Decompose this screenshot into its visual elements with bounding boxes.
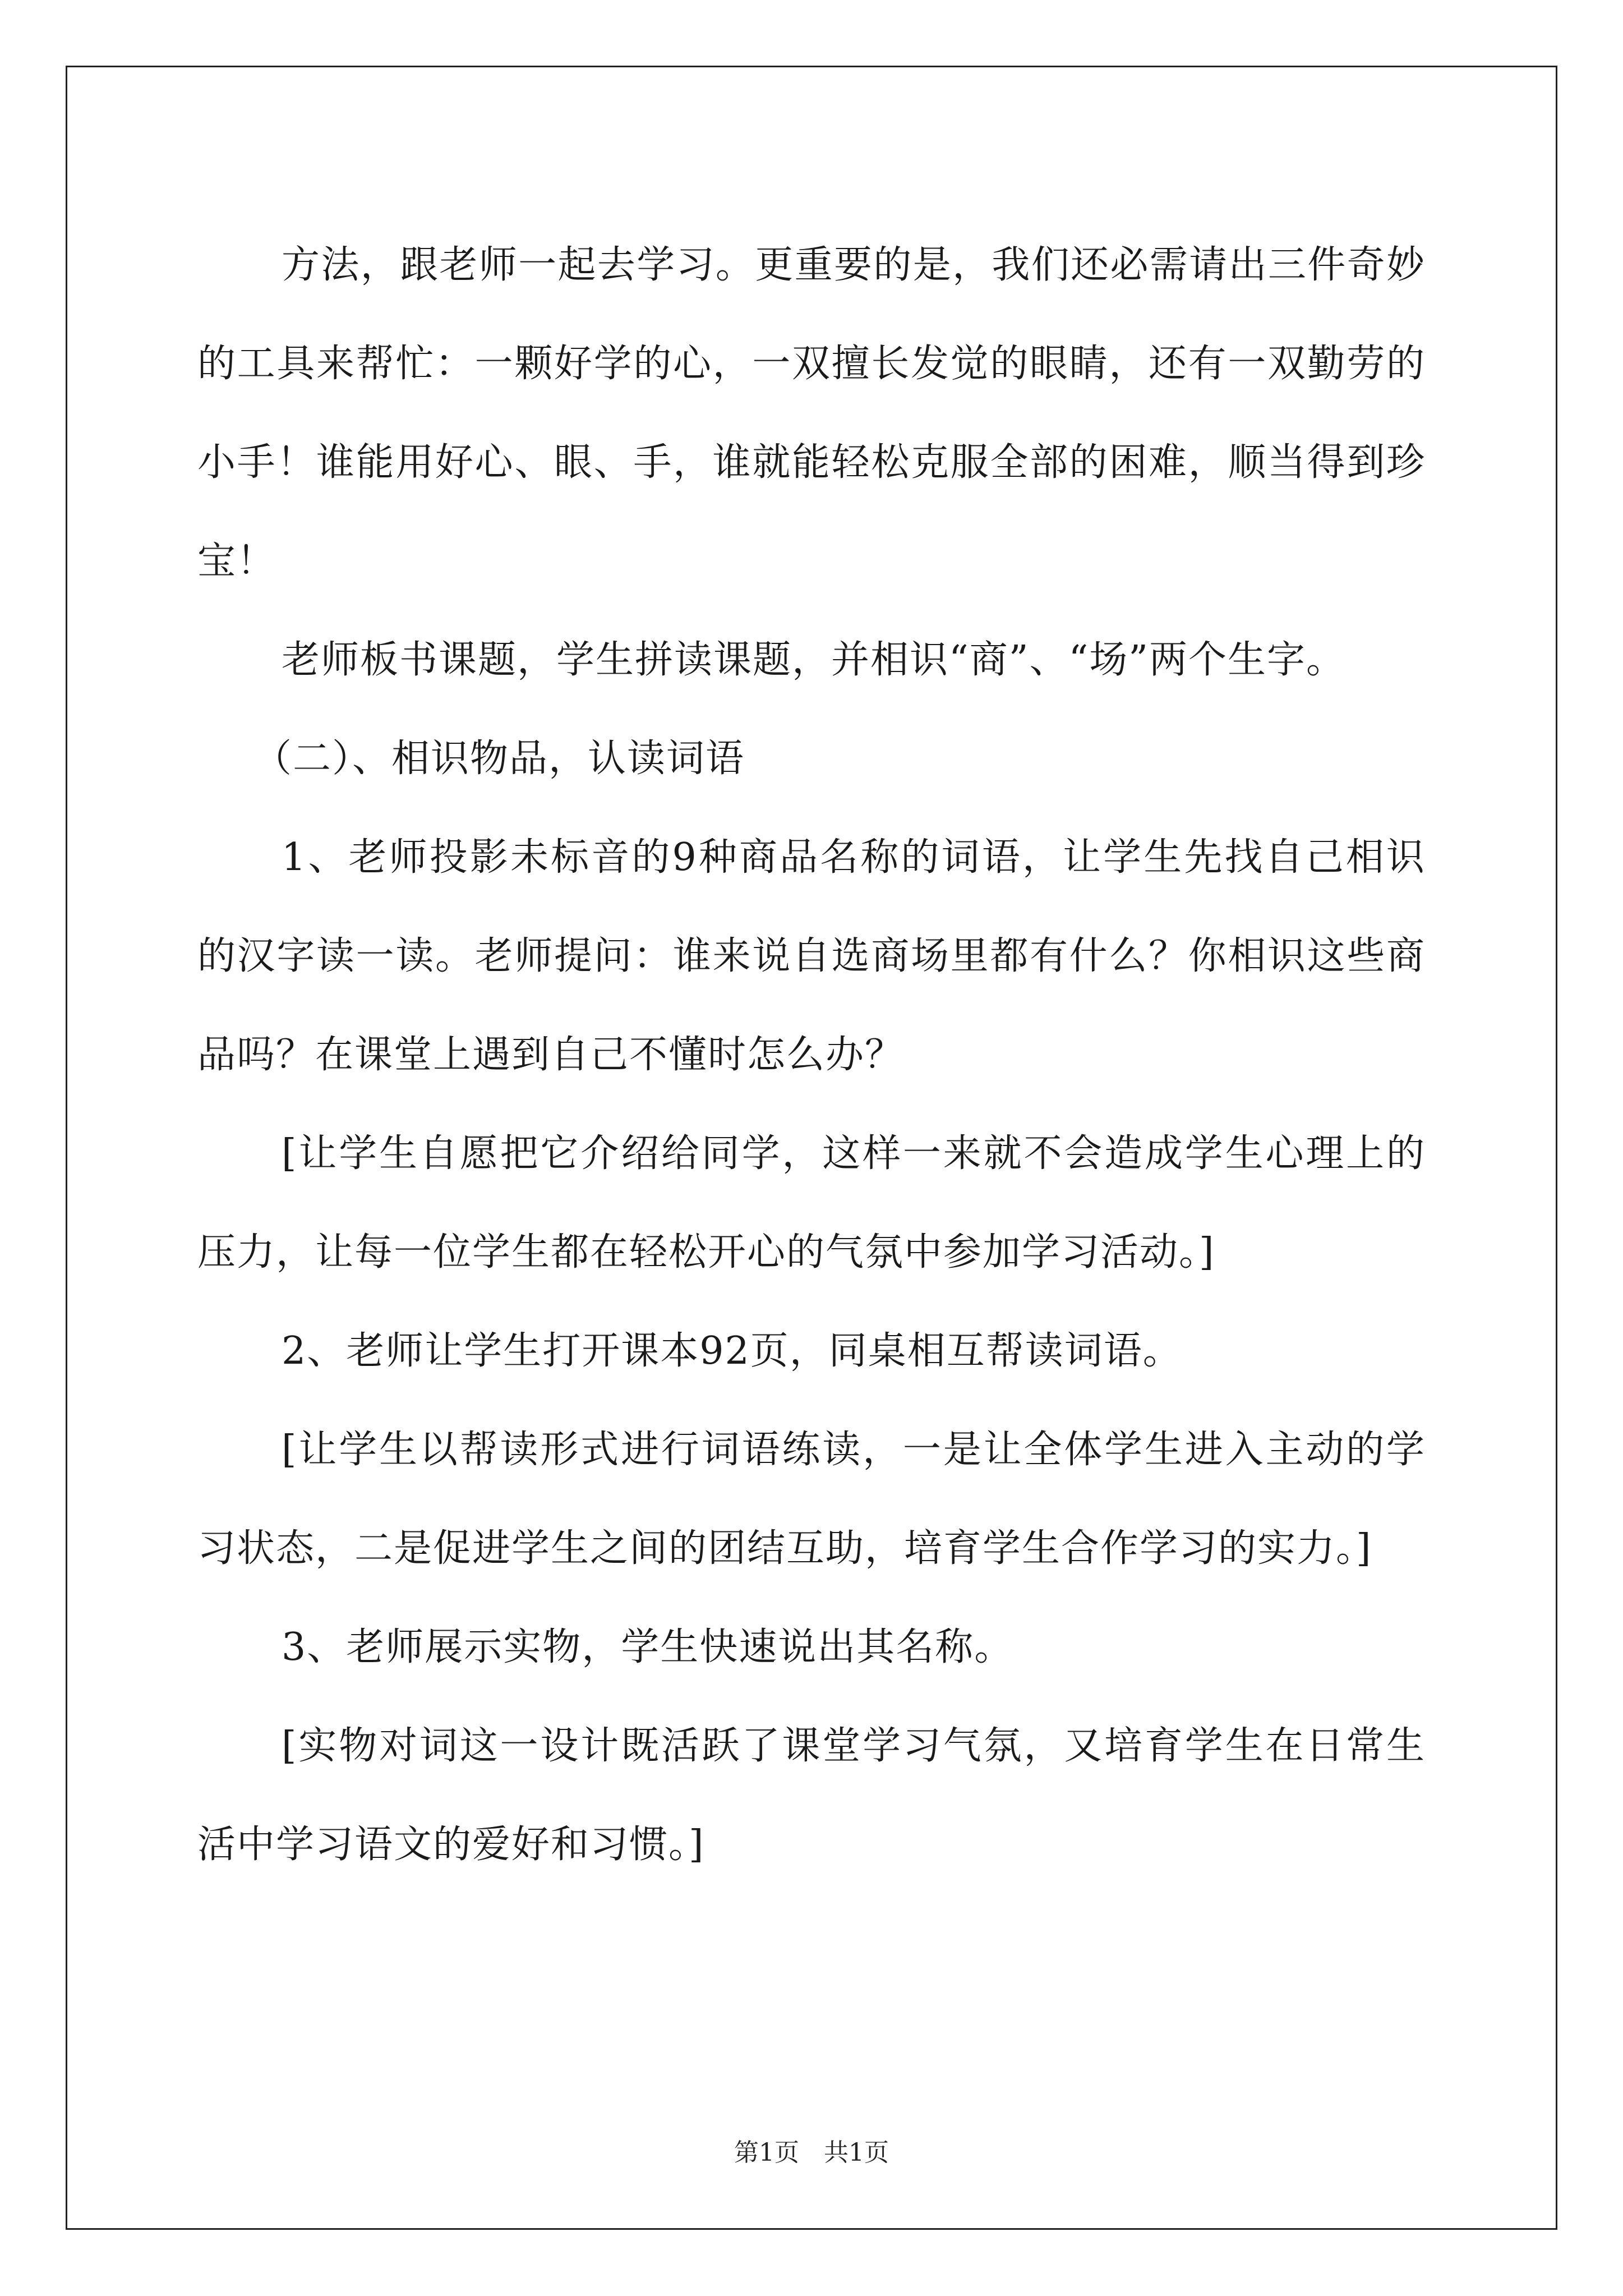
paragraph-intro: 方法，跟老师一起去学习。更重要的是，我们还必需请出三件奇妙的工具来帮忙：一颗好学的心，一双擅长发觉的眼睛，还有一双勤劳的小手！谁能用好心、眼、手，谁就能轻松克服全部的困难，顺当得到珍宝！: [197, 243, 1426, 583]
page-footer: 第1页 共1页: [734, 2138, 889, 2167]
paragraph-note-3: [实物对词这一设计既活跃了课堂学习气氛，又培育学生在日常生活中学习语文的爱好和习惯。]: [197, 1724, 1426, 1867]
document-body: [197, 216, 1426, 1894]
section-heading: （二）、相识物品，认读词语: [253, 737, 745, 781]
paragraph-note-2: [让学生以帮读形式进行词语练读，一是让全体学生进入主动的学习状态，二是促进学生之间的团结互助，培育学生合作学习的实力。]: [197, 1428, 1426, 1571]
paragraph-step-3: 3、老师展示实物，学生快速说出其名称。: [282, 1625, 1014, 1669]
paragraph-step-2: 2、老师让学生打开课本92页，同桌相互帮读词语。: [282, 1329, 1182, 1373]
paragraph-step-1: 1、老师投影未标音的9种商品名称的词语，让学生先找自己相识的汉字读一读。老师提问：谁来说自选商场里都有什么？你相识这些商品吗？在课堂上遇到自己不懂时怎么办？: [197, 835, 1426, 1077]
paragraph-title-writing: 老师板书课题，学生拼读课题，并相识“商”、“场”两个生字。: [282, 638, 1346, 682]
paragraph-note-1: [让学生自愿把它介绍给同学，这样一来就不会造成学生心理上的压力，让每一位学生都在轻松开心的气氛中参加学习活动。]: [197, 1131, 1426, 1274]
